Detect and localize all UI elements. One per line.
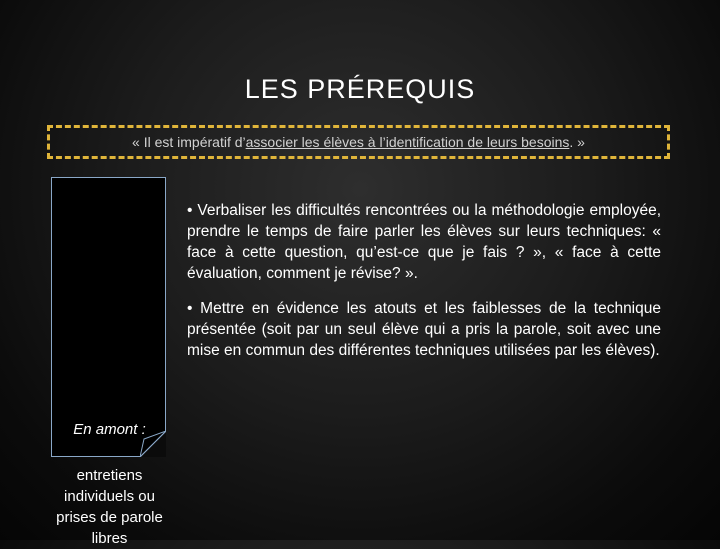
slide-title: LES PRÉREQUIS — [244, 74, 476, 104]
note-card — [51, 177, 166, 547]
quote-box — [47, 125, 670, 159]
quote-underlined-phrase: associer les élèves à l’identification de leurs besoins — [245, 134, 570, 150]
quote-text — [132, 134, 585, 150]
note-body: entretiens individuels ou prises de parole libres — [56, 467, 163, 547]
quote-close: . » — [569, 134, 585, 150]
bullet-item: • Mettre en évidence les atouts et les faiblesses de la technique présentée (soit par un seul élève qui a pris la parole, soit avec une mise en commun des différentes techniques utilisées par les élèves). — [187, 300, 661, 359]
bullet-list — [187, 200, 661, 375]
quote-open: « Il est impératif d’ — [132, 134, 246, 150]
bullet-item: • Verbaliser les difficultés rencontrées ou la méthodologie employée, prendre le temps de faire parler les élèves sur leurs techniques: « face à cette question, qu’est-ce que je fais ? », « face à cette évaluation, comment je révise? ». — [187, 202, 661, 282]
note-heading: En amont : — [73, 421, 146, 438]
